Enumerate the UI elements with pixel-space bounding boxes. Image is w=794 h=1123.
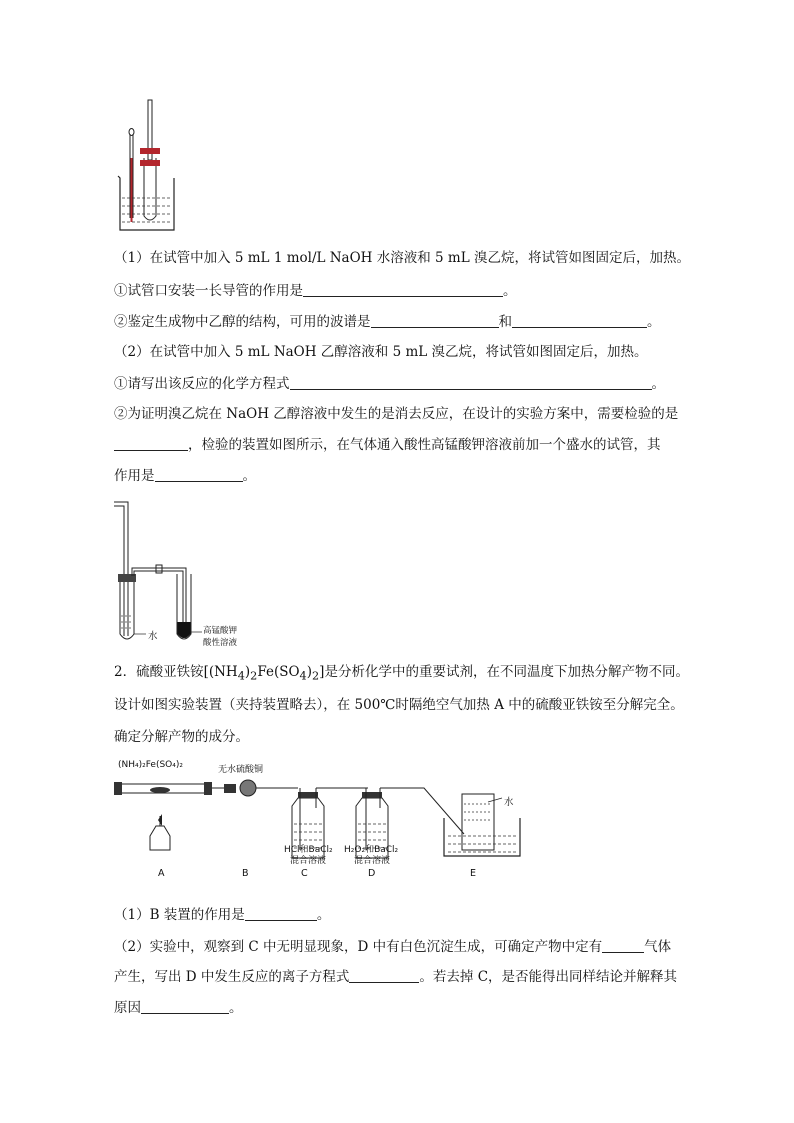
q2-text-b: ) (244, 664, 251, 680)
label-d-solution-line2: 混合溶液 (354, 856, 391, 866)
q2-part1 (114, 905, 330, 925)
figure-beaker-apparatus (112, 98, 182, 234)
label-anhydrous-cuso4: 无水硫酸铜 (218, 765, 264, 775)
q1-part1-item1 (114, 281, 517, 301)
subscript: 4 (237, 669, 245, 683)
answer-blank-spectrum-1[interactable] (371, 313, 499, 328)
q2-part2-line1-text: （2）实验中，观察到 C 中无明显现象，D 中有白色沉淀生成，可确定产物中定有 (114, 939, 603, 955)
q1-part2-item2-line1: ②为证明溴乙烷在 NaOH 乙醇溶液中发生的是消去反应，在设计的实验方案中，需要检验的是 (114, 406, 679, 422)
q1-part2-intro: （2）在试管中加入 5 mL NaOH 乙醇溶液和 5 mL 溴乙烷，将试管如图固定后，加热。 (114, 344, 648, 360)
q2-part2-line3-text: 原因 (114, 1000, 141, 1016)
q1-part2-item2-line3 (114, 466, 256, 486)
q2-text-c: Fe(SO (257, 664, 300, 680)
answer-blank-ionic-equation[interactable] (349, 968, 419, 983)
label-apparatus-c: C (301, 868, 308, 879)
label-c-solution-line1: HCl和BaCl₂ (284, 845, 333, 855)
label-c-solution-line2: 混合溶液 (290, 856, 327, 866)
q2-line2: 设计如图实验装置（夹持装置略去），在 500℃时隔绝空气加热 A 中的硫酸亚铁铵至分解完全。 (114, 697, 684, 713)
punctuation: 。 (647, 314, 661, 330)
q1-part1-item2 (114, 312, 661, 332)
conjunction: 和 (498, 314, 512, 330)
punctuation: 。 (242, 468, 256, 484)
label-apparatus-a: A (158, 868, 165, 879)
label-apparatus-e: E (470, 868, 477, 879)
answer-blank-water-tube-purpose[interactable] (155, 467, 243, 482)
punctuation: 。 (503, 283, 517, 299)
label-d-solution-line1: H₂O₂和BaCl₂ (344, 845, 399, 855)
subscript: 2 (312, 669, 320, 683)
q2-text-d: ) (306, 664, 312, 680)
subscript: 2 (250, 669, 258, 683)
label-apparatus-d: D (368, 868, 376, 879)
answer-blank-substance[interactable] (114, 436, 188, 451)
answer-blank-spectrum-2[interactable] (512, 313, 647, 328)
q1-part1-item1-text: ①试管口安装一长导管的作用是 (114, 283, 303, 299)
label-apparatus-b: B (242, 868, 249, 879)
answer-blank-tube-purpose[interactable] (303, 282, 503, 297)
answer-blank-reason[interactable] (141, 999, 229, 1014)
label-kmno4-line1: 高锰酸钾 (203, 626, 238, 636)
q2-part2-line1 (114, 937, 671, 957)
q2-line1 (114, 662, 689, 687)
q2-part2-line3 (114, 998, 243, 1018)
label-reagent-formula: (NH₄)₂Fe(SO₄)₂ (118, 760, 183, 770)
label-kmno4-line2: 酸性溶液 (203, 638, 238, 648)
q2-part2-line2 (114, 967, 677, 987)
subscript: 4 (299, 669, 307, 683)
q2-part2-line2-text: 产生，写出 D 中发生反应的离子方程式 (114, 969, 350, 985)
punctuation: 。 (229, 1000, 243, 1016)
answer-blank-b-purpose[interactable] (245, 906, 317, 921)
q1-part2-item2-line3-text: 作用是 (114, 468, 155, 484)
q1-part1-item2-text: ②鉴定生成物中乙醇的结构，可用的波谱是 (114, 314, 371, 330)
q2-part2-line2-tail: 。若去掉 C，是否能得出同样结论并解释其 (419, 969, 678, 985)
q1-part2-item2-line2 (114, 435, 661, 455)
label-trough-water: 水 (504, 797, 514, 808)
punctuation: 。 (651, 376, 665, 392)
q2-text-a: 2．硫酸亚铁铵[(NH (114, 664, 238, 680)
q2-part1-text: （1）B 装置的作用是 (114, 907, 245, 923)
answer-blank-equation[interactable] (290, 375, 652, 390)
q2-line3: 确定分解产物的成分。 (114, 729, 249, 745)
q1-part2-item1-text: ①请写出该反应的化学方程式 (114, 376, 290, 392)
q1-part2-item1 (114, 374, 665, 394)
q2-text-e: ]是分析化学中的重要试剂，在不同温度下加热分解产物不同。 (319, 664, 689, 680)
label-water-tube: 水 (148, 631, 158, 642)
q1-part1-intro: （1）在试管中加入 5 mL 1 mol/L NaOH 水溶液和 5 mL 溴乙烷，将试管如图固定后，加热。 (114, 250, 690, 266)
answer-blank-gas[interactable] (602, 938, 644, 953)
punctuation: 。 (316, 907, 331, 923)
q2-part2-line1-tail: 气体 (644, 939, 672, 955)
q1-part2-item2-line2-text: ，检验的装置如图所示，在气体通入酸性高锰酸钾溶液前加一个盛水的试管，其 (188, 437, 661, 453)
